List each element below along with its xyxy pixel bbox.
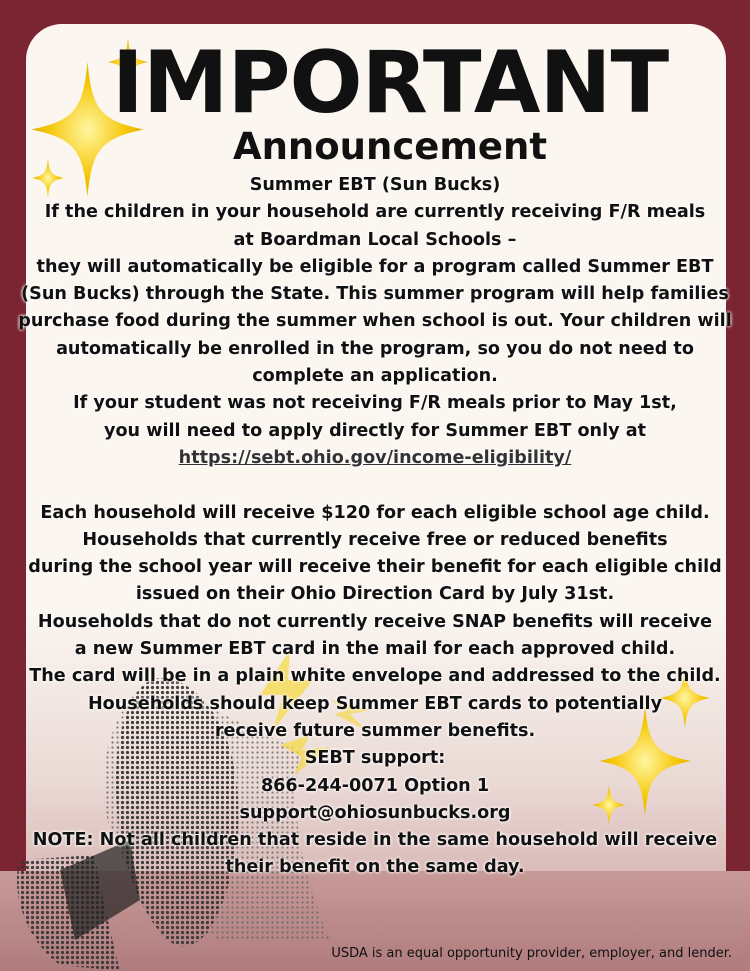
eligibility-link[interactable]: https://sebt.ohio.gov/income-eligibility/: [178, 447, 572, 468]
body-line: they will automatically be eligible for a program called Summer EBT: [36, 256, 714, 277]
support-heading: SEBT support:: [304, 748, 446, 769]
body-line: automatically be enrolled in the program, so you do not need to: [56, 338, 694, 359]
body-line: purchase food during the summer when school is out. Your children will: [18, 311, 732, 332]
note-line: their benefit on the same day.: [225, 857, 525, 878]
body-line: If your student was not receiving F/R meals prior to May 1st,: [73, 393, 677, 414]
body-line: (Sun Bucks) through the State. This summer program will help families: [21, 284, 729, 305]
support-email[interactable]: support@ohiosunbucks.org: [239, 802, 511, 823]
benefit-line: Each household will receive $120 for each eligible school age child.: [40, 502, 710, 523]
benefit-line: issued on their Ohio Direction Card by July 31st.: [135, 584, 615, 605]
benefit-line: receive future summer benefits.: [214, 720, 536, 741]
body-line: at Boardman Local Schools –: [233, 229, 517, 250]
announcement-body: [0, 172, 750, 882]
note-line: NOTE: Not all children that reside in the same household will receive: [32, 830, 718, 851]
body-line: If the children in your household are currently receiving F/R meals: [44, 202, 706, 223]
benefit-line: Households should keep Summer EBT cards to potentially: [87, 693, 663, 714]
announcement-content: [0, 33, 750, 882]
body-line: you will need to apply directly for Summer EBT only at: [103, 420, 646, 441]
page-subtitle: Announcement: [232, 125, 548, 168]
page-title: IMPORTANT: [111, 33, 669, 133]
body-line: complete an application.: [252, 366, 498, 387]
spacer: [0, 472, 750, 499]
benefit-line: Households that currently receive free or reduced benefits: [82, 529, 668, 550]
footer-disclaimer: USDA is an equal opportunity provider, employer, and lender.: [331, 946, 732, 961]
benefit-line: a new Summer EBT card in the mail for each approved child.: [74, 639, 676, 660]
benefit-line: Households that do not currently receive SNAP benefits will receive: [37, 611, 713, 632]
support-phone[interactable]: 866-244-0071 Option 1: [260, 775, 490, 796]
benefit-line: during the school year will receive their benefit for each eligible child: [28, 557, 722, 578]
benefit-line: The card will be in a plain white envelope and addressed to the child.: [29, 666, 721, 687]
program-name: Summer EBT (Sun Bucks): [249, 175, 501, 195]
